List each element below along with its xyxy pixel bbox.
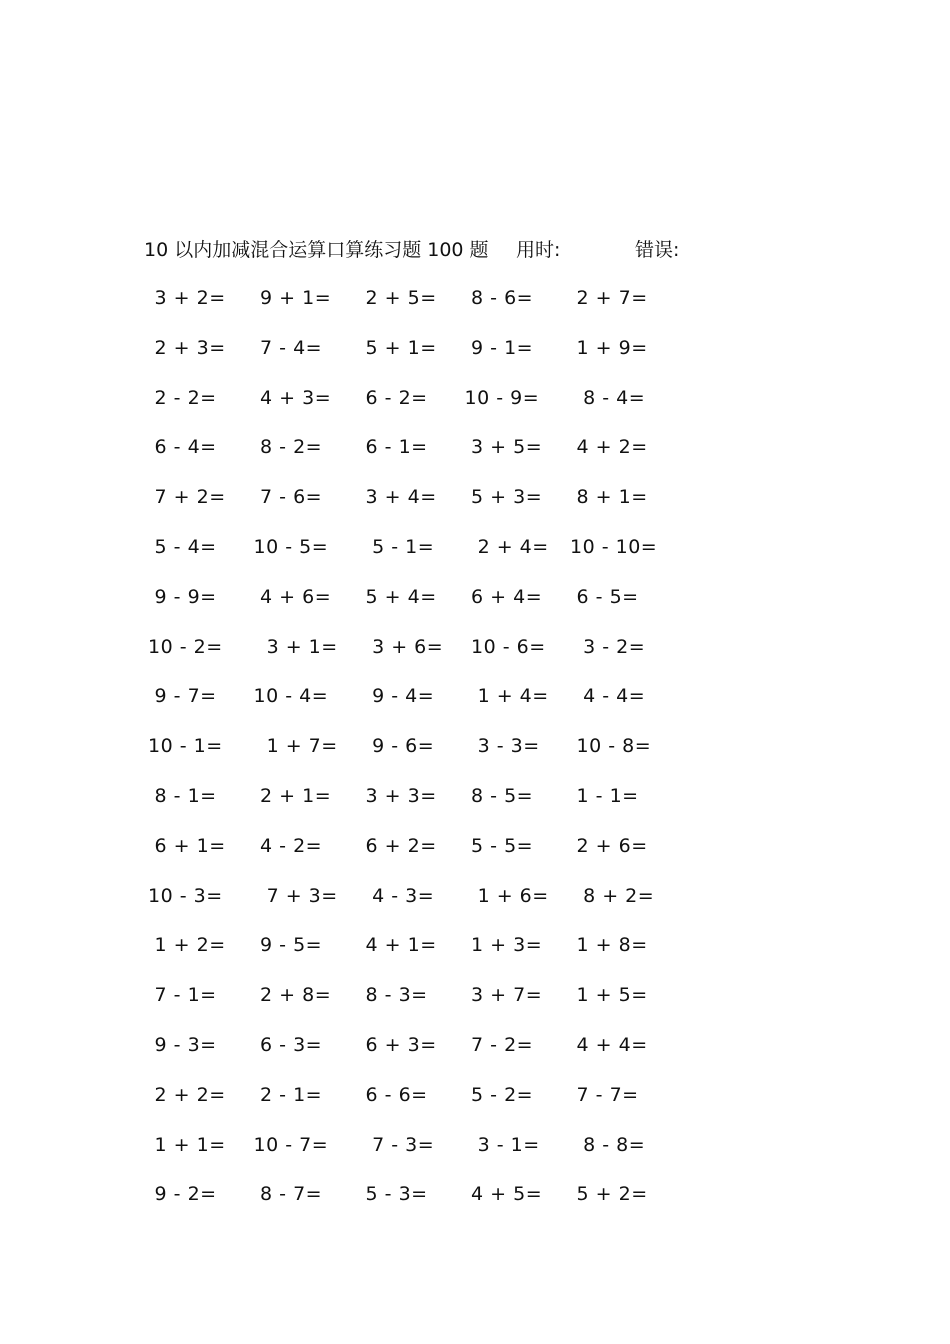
- math-problem: 3 + 5=: [464, 436, 543, 459]
- math-problem: 5 + 2=: [570, 1183, 648, 1206]
- math-problem: 2 + 4=: [464, 535, 549, 558]
- math-problem: 5 - 5=: [464, 834, 534, 857]
- math-problem: 1 + 4=: [464, 685, 549, 708]
- math-problem: 4 - 3=: [359, 884, 435, 907]
- problem-row: [148, 929, 708, 979]
- problem-grid: [148, 282, 708, 1228]
- problem-row: [148, 332, 708, 382]
- math-problem: 6 - 6=: [359, 1083, 428, 1106]
- problem-row: [148, 680, 708, 730]
- math-problem: 4 + 4=: [570, 1033, 648, 1056]
- math-problem: 6 - 3=: [253, 1033, 323, 1056]
- math-problem: 9 - 2=: [148, 1183, 217, 1206]
- math-problem: 3 + 7=: [464, 984, 543, 1007]
- math-problem: 3 - 2=: [570, 635, 646, 658]
- problem-row: [148, 282, 708, 332]
- problem-row: [148, 1079, 708, 1129]
- math-problem: 1 + 1=: [148, 1133, 226, 1156]
- math-problem: 1 - 1=: [570, 784, 639, 807]
- math-problem: 3 + 3=: [359, 784, 437, 807]
- math-problem: 7 - 4=: [253, 336, 323, 359]
- math-problem: 3 + 2=: [148, 287, 226, 309]
- math-problem: 5 - 2=: [464, 1083, 534, 1106]
- math-problem: 6 + 4=: [464, 585, 543, 608]
- math-problem: 7 + 2=: [148, 486, 226, 509]
- math-problem: 9 - 1=: [464, 336, 534, 359]
- math-problem: 7 - 2=: [464, 1033, 534, 1056]
- worksheet-header: [144, 236, 764, 264]
- math-problem: 9 - 3=: [148, 1033, 217, 1056]
- math-problem: 10 - 6=: [464, 635, 546, 658]
- problem-row: [148, 581, 708, 631]
- math-problem: 3 + 4=: [359, 486, 437, 509]
- problem-row: [148, 1129, 708, 1179]
- math-problem: 6 - 4=: [148, 436, 217, 459]
- problem-row: [148, 979, 708, 1029]
- math-problem: 2 + 8=: [253, 984, 332, 1007]
- math-problem: 2 + 6=: [570, 834, 648, 857]
- math-problem: 4 - 2=: [253, 834, 323, 857]
- math-problem: 7 + 3=: [253, 884, 338, 907]
- problem-row: [148, 780, 708, 830]
- math-problem: 5 - 4=: [148, 535, 217, 558]
- math-problem: 8 + 2=: [570, 884, 655, 907]
- math-problem: 3 - 3=: [464, 735, 540, 758]
- math-problem: 1 + 8=: [570, 934, 648, 957]
- math-problem: 2 + 2=: [148, 1083, 226, 1106]
- math-problem: 4 + 2=: [570, 436, 648, 459]
- math-problem: 10 - 9=: [464, 386, 540, 409]
- math-problem: 2 + 3=: [148, 336, 226, 359]
- problem-row: [148, 431, 708, 481]
- math-problem: 1 + 2=: [148, 934, 226, 957]
- math-problem: 9 - 5=: [253, 934, 323, 957]
- time-used-label: 用时:: [516, 239, 561, 261]
- math-problem: 10 - 8=: [570, 735, 652, 758]
- math-problem: 8 - 6=: [464, 287, 534, 309]
- math-problem: 9 - 9=: [148, 585, 217, 608]
- problem-row: [148, 631, 708, 681]
- math-problem: 4 + 3=: [253, 386, 332, 409]
- math-problem: 5 - 1=: [359, 535, 435, 558]
- problem-row: [148, 830, 708, 880]
- math-problem: 1 + 6=: [464, 884, 549, 907]
- problem-row: [148, 880, 708, 930]
- math-problem: 2 + 1=: [253, 784, 332, 807]
- math-problem: 6 + 2=: [359, 834, 437, 857]
- math-problem: 4 + 1=: [359, 934, 437, 957]
- math-problem: 5 - 3=: [359, 1183, 428, 1206]
- math-problem: 9 - 4=: [359, 685, 435, 708]
- math-problem: 4 + 5=: [464, 1183, 543, 1206]
- math-problem: 10 - 3=: [148, 884, 223, 907]
- math-problem: 10 - 2=: [148, 635, 223, 658]
- problem-row: [148, 531, 708, 581]
- problem-row: [148, 1178, 708, 1228]
- math-problem: 7 - 7=: [570, 1083, 639, 1106]
- problem-row: [148, 730, 708, 780]
- math-problem: 10 - 7=: [253, 1133, 329, 1156]
- math-problem: 8 - 4=: [570, 386, 646, 409]
- math-problem: 10 - 10=: [570, 535, 658, 558]
- math-problem: 1 + 5=: [570, 984, 648, 1007]
- problem-row: [148, 1029, 708, 1079]
- math-problem: 6 - 5=: [570, 585, 639, 608]
- math-problem: 2 + 7=: [570, 287, 648, 309]
- math-problem: 6 - 2=: [359, 386, 428, 409]
- math-problem: 8 - 7=: [253, 1183, 323, 1206]
- math-problem: 2 - 1=: [253, 1083, 323, 1106]
- error-count-label: 错误:: [635, 239, 680, 261]
- math-problem: 8 - 5=: [464, 784, 534, 807]
- math-problem: 6 + 1=: [148, 834, 226, 857]
- math-problem: 10 - 4=: [253, 685, 329, 708]
- math-problem: 4 + 6=: [253, 585, 332, 608]
- worksheet-title: 10 以内加减混合运算口算练习题 100 题: [144, 239, 489, 261]
- math-problem: 3 - 1=: [464, 1133, 540, 1156]
- math-problem: 7 - 6=: [253, 486, 323, 509]
- math-problem: 5 + 1=: [359, 336, 437, 359]
- math-problem: 8 + 1=: [570, 486, 648, 509]
- math-problem: 5 + 3=: [464, 486, 543, 509]
- math-problem: 6 - 1=: [359, 436, 428, 459]
- math-problem: 2 - 2=: [148, 386, 217, 409]
- math-problem: 10 - 5=: [253, 535, 329, 558]
- math-problem: 5 + 4=: [359, 585, 437, 608]
- math-problem: 9 + 1=: [253, 287, 332, 309]
- math-problem: 1 + 9=: [570, 336, 648, 359]
- math-problem: 6 + 3=: [359, 1033, 437, 1056]
- math-problem: 8 - 1=: [148, 784, 217, 807]
- math-problem: 3 + 6=: [359, 635, 444, 658]
- math-problem: 2 + 5=: [359, 287, 437, 309]
- math-problem: 8 - 3=: [359, 984, 428, 1007]
- math-problem: 10 - 1=: [148, 735, 223, 758]
- math-problem: 8 - 8=: [570, 1133, 646, 1156]
- problem-row: [148, 382, 708, 432]
- math-problem: 9 - 6=: [359, 735, 435, 758]
- math-problem: 8 - 2=: [253, 436, 323, 459]
- problem-row: [148, 481, 708, 531]
- math-problem: 1 + 7=: [253, 735, 338, 758]
- math-problem: 7 - 1=: [148, 984, 217, 1007]
- math-problem: 1 + 3=: [464, 934, 543, 957]
- math-problem: 3 + 1=: [253, 635, 338, 658]
- math-problem: 9 - 7=: [148, 685, 217, 708]
- math-problem: 4 - 4=: [570, 685, 646, 708]
- math-problem: 7 - 3=: [359, 1133, 435, 1156]
